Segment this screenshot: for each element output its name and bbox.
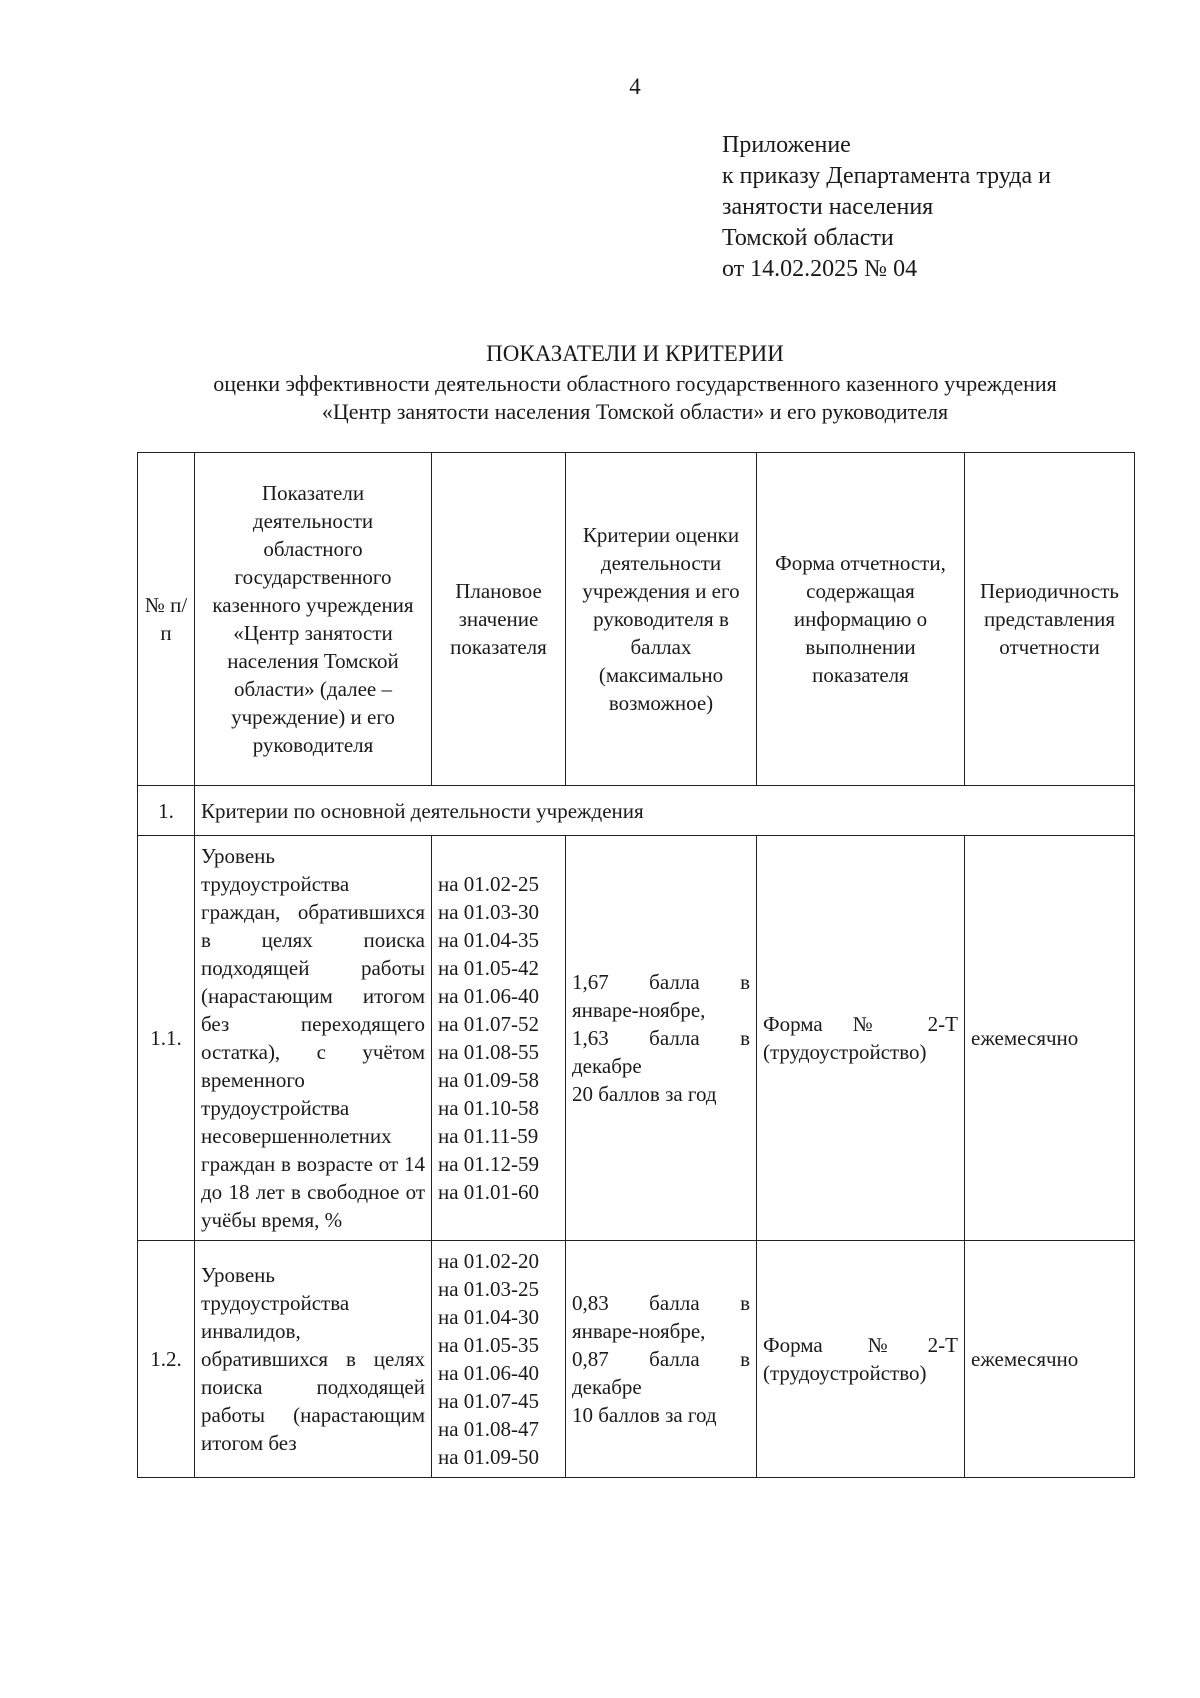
criteria-line: 1,67 балла в январе-ноябре, — [572, 970, 750, 1022]
table-row — [138, 836, 1135, 1241]
row-plan — [432, 1241, 566, 1478]
header-num: № п/п — [138, 453, 195, 786]
appendix-line: Томской области — [722, 225, 894, 251]
plan-value: на 01.03-25 — [438, 1277, 540, 1301]
plan-value: на 01.01-60 — [438, 1180, 540, 1204]
header-criteria: Критерии оценки деятельности учреждения и его руководителя в баллах (максимально возможное) — [566, 453, 757, 786]
header-indicator: Показатели деятельности областного государственного казенного учреждения «Центр занятости населения Томской области» (далее – учреждение) и его руководителя — [195, 453, 432, 786]
row-period: ежемесячно — [965, 1241, 1135, 1478]
plan-value: на 01.02-20 — [438, 1249, 540, 1273]
plan-value: на 01.07-45 — [438, 1389, 540, 1413]
plan-value: на 01.11-59 — [438, 1124, 539, 1148]
section-num: 1. — [138, 786, 195, 836]
document-subtitle — [0, 370, 1200, 426]
plan-value: на 01.09-58 — [438, 1068, 540, 1092]
plan-value: на 01.08-47 — [438, 1417, 540, 1441]
row-indicator: Уровень трудоустройства граждан, обратившихся в целях поиска подходящей работы (нарастающим итогом без переходящего остатка), с учётом временного трудоустройства несовершеннолетних граждан в возрасте от 14 до 18 лет в свободное от учёбы время, % — [195, 836, 432, 1241]
plan-value: на 01.03-30 — [438, 900, 540, 924]
row-form: Форма № 2-Т (трудоустройство) — [757, 836, 965, 1241]
plan-value: на 01.05-42 — [438, 956, 540, 980]
criteria-line: 0,83 балла в январе-ноябре, — [572, 1291, 750, 1343]
plan-value: на 01.10-58 — [438, 1096, 540, 1120]
appendix-line: занятости населения — [722, 194, 934, 220]
page-number: 4 — [629, 74, 641, 99]
plan-value: на 01.07-52 — [438, 1012, 540, 1036]
document-title: ПОКАЗАТЕЛИ И КРИТЕРИИ — [486, 341, 784, 366]
subtitle-line: «Центр занятости населения Томской области» и его руководителя — [321, 399, 949, 424]
plan-value: на 01.06-40 — [438, 984, 540, 1008]
plan-value: на 01.05-35 — [438, 1333, 540, 1357]
criteria-line: 0,87 балла в декабре — [572, 1347, 750, 1399]
table-row — [138, 1241, 1135, 1478]
criteria-line: 10 баллов за год — [572, 1403, 717, 1427]
row-period: ежемесячно — [965, 836, 1135, 1241]
plan-value: на 01.04-35 — [438, 928, 540, 952]
appendix-line: Приложение — [722, 132, 851, 158]
header-form: Форма отчетности, содержащая информацию о выполнении показателя — [757, 453, 965, 786]
criteria-table — [137, 452, 1135, 1478]
row-criteria — [566, 1241, 757, 1478]
header-plan: Плановое значение показателя — [432, 453, 566, 786]
row-num: 1.1. — [138, 836, 195, 1241]
section-row — [138, 786, 1135, 836]
header-period: Периодичность представления отчетности — [965, 453, 1135, 786]
row-form: Форма №2-Т (трудоустройство) — [757, 1241, 965, 1478]
row-num: 1.2. — [138, 1241, 195, 1478]
plan-value: на 01.08-55 — [438, 1040, 540, 1064]
plan-value: на 01.12-59 — [438, 1152, 540, 1176]
plan-value: на 01.04-30 — [438, 1305, 540, 1329]
table-header-row — [138, 453, 1135, 786]
appendix-block — [722, 130, 1051, 285]
row-indicator: Уровень трудоустройства инвалидов, обратившихся в целях поиска подходящей работы (нарастающим итогом без — [195, 1241, 432, 1478]
plan-value: на 01.09-50 — [438, 1445, 540, 1469]
appendix-line: к приказу Департамента труда и — [722, 163, 1051, 189]
plan-value: на 01.06-40 — [438, 1361, 540, 1385]
subtitle-line: оценки эффективности деятельности областного государственного казенного учреждения — [213, 371, 1057, 396]
criteria-line: 1,63 балла в декабре — [572, 1026, 750, 1078]
row-criteria — [566, 836, 757, 1241]
row-plan — [432, 836, 566, 1241]
appendix-line: от 14.02.2025 № 04 — [722, 256, 918, 282]
section-label: Критерии по основной деятельности учреждения — [195, 786, 1135, 836]
plan-value: на 01.02-25 — [438, 872, 540, 896]
criteria-line: 20 баллов за год — [572, 1082, 717, 1106]
